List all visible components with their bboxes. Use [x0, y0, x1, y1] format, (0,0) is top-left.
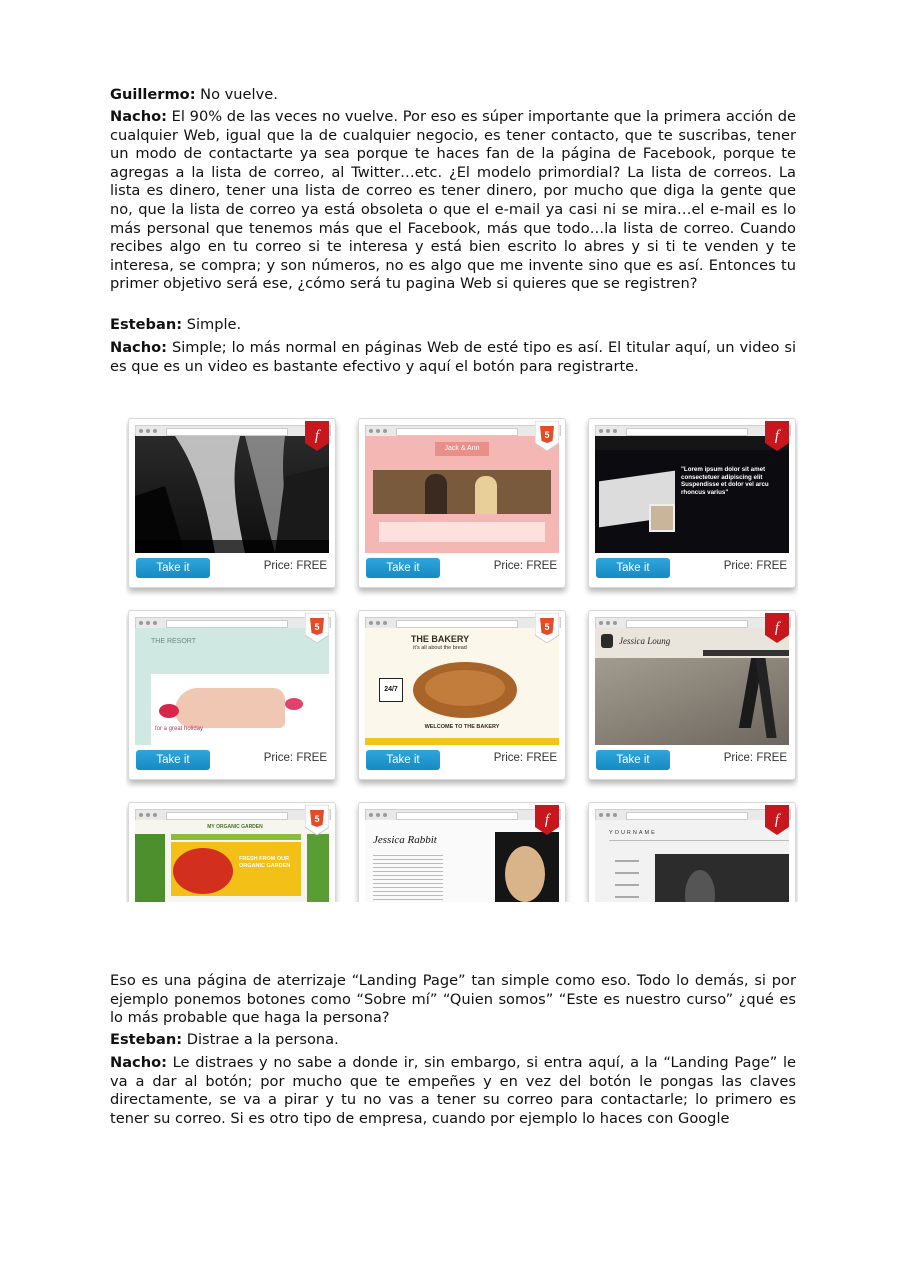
template-title: MY ORGANIC GARDEN	[207, 824, 263, 830]
template-gallery-image	[126, 416, 798, 902]
template-preview	[135, 820, 329, 902]
paragraph-nacho-3	[110, 1054, 796, 1128]
speaker-name: Esteban:	[110, 1031, 183, 1048]
paragraph-text: No vuelve.	[195, 86, 278, 103]
open-24-7-stamp: 24/7	[379, 678, 403, 702]
speaker-name: Nacho:	[110, 1054, 167, 1071]
template-title: Jessica Loung	[619, 636, 671, 646]
browser-chrome	[135, 617, 331, 628]
paragraph-nacho-2	[110, 339, 796, 376]
price-label: Price: FREE	[723, 560, 787, 572]
flash-badge-icon	[535, 805, 559, 835]
price-label: Price: FREE	[493, 560, 557, 572]
paragraph-esteban-1	[110, 316, 796, 335]
flash-badge-icon	[765, 613, 789, 643]
template-preview	[365, 628, 559, 745]
template-preview	[135, 628, 329, 745]
template-card	[358, 802, 566, 902]
paragraph-text: El 90% de las veces no vuelve. Por eso es súper importante que la primera acción de cualquier Web, igual que la de cualquier negocio, es tener contacto, que te suscribas, tener un modo de contactarte ya sea porque te haces fan de la página de Facebook, porque te agregas a la lista de correo, al Twitter…etc. ¿El modelo primordial? La lista de correos. La lista es dinero, tener una lista de correo es tener dinero, por mucho que diga la gente que no, que la lista de correo ya está obsoleta o que el e-mail ya casi ni se mira…el e-mail es lo más personal que tenemos más que el Facebook, más que todo…la lista de correo. Cuando recibes algo en tu correo si te interesa y está bien escrito lo abres y si ti te venden y te interesa, se compra; y son números, no es algo que me invente sino que es así. Entonces tu primer objetivo será ese, ¿cómo será tu pagina Web si quieres que se registren?	[110, 108, 796, 293]
take-it-button[interactable]: Take it	[596, 558, 670, 578]
template-card	[588, 418, 796, 588]
take-it-button[interactable]: Take it	[596, 750, 670, 770]
paragraph-esteban-2	[110, 1031, 796, 1050]
template-title: Jessica Rabbit	[373, 834, 437, 846]
template-title: Jack & Ann	[435, 442, 489, 456]
svg-text:f: f	[544, 812, 550, 828]
template-footer: WELCOME TO THE BAKERY	[424, 724, 500, 730]
browser-chrome	[595, 809, 791, 820]
take-it-button[interactable]: Take it	[366, 558, 440, 578]
price-label: Price: FREE	[723, 752, 787, 764]
html5-badge-icon	[305, 805, 329, 835]
speaker-name: Esteban:	[110, 316, 183, 333]
template-preview	[135, 436, 329, 553]
speaker-name: Nacho:	[110, 339, 167, 356]
template-card	[358, 418, 566, 588]
paragraph-text: Distrae a la persona.	[182, 1031, 339, 1048]
template-card	[588, 610, 796, 780]
template-preview	[595, 820, 789, 902]
template-title: THE BAKERY	[410, 634, 470, 644]
browser-chrome	[595, 425, 791, 436]
flash-badge-icon	[765, 421, 789, 451]
svg-text:f: f	[774, 812, 780, 828]
price-label: Price: FREE	[263, 560, 327, 572]
browser-chrome	[365, 617, 561, 628]
template-card	[128, 802, 336, 902]
template-card	[128, 418, 336, 588]
html5-badge-icon	[535, 421, 559, 451]
take-it-button[interactable]: Take it	[366, 750, 440, 770]
price-label: Price: FREE	[493, 752, 557, 764]
svg-text:5: 5	[544, 622, 550, 632]
browser-chrome	[135, 809, 331, 820]
browser-chrome	[365, 809, 561, 820]
paragraph-text: Eso es una página de aterrizaje “Landing Page” tan simple como eso. Todo lo demás, si por ejemplo ponemos botones como “Sobre mí” “Quien somos” “Este es nuestro curso” ¿qué es lo más probable que haga la persona?	[110, 972, 796, 1027]
svg-text:f: f	[774, 428, 780, 444]
template-title: YOURNAME	[609, 830, 657, 836]
template-subtitle: it's all about the bread	[413, 645, 467, 651]
template-preview	[365, 436, 559, 553]
svg-text:5: 5	[314, 814, 320, 824]
template-card	[358, 610, 566, 780]
speaker-name: Guillermo:	[110, 86, 196, 103]
browser-chrome	[365, 425, 561, 436]
svg-text:5: 5	[314, 622, 320, 632]
template-preview	[365, 820, 559, 902]
svg-text:f: f	[314, 428, 320, 444]
template-quote: "Lorem ipsum dolor sit amet consectetuer adipiscing elit Suspendisse et dolor vel arcu rhoncus varius"	[681, 466, 769, 496]
paragraph-text: Simple.	[182, 316, 242, 333]
template-card	[128, 610, 336, 780]
take-it-button[interactable]: Take it	[136, 558, 210, 578]
svg-text:f: f	[774, 620, 780, 636]
price-label: Price: FREE	[263, 752, 327, 764]
template-preview	[595, 628, 789, 745]
template-title: THE RESORT	[151, 638, 196, 645]
paragraph-nacho-1	[110, 108, 796, 294]
html5-badge-icon	[535, 613, 559, 643]
template-preview	[595, 436, 789, 553]
paragraph-guillermo-1	[110, 86, 796, 105]
paragraph-body-1	[110, 972, 796, 1028]
template-banner: FRESH FROM OUR ORGANIC GARDEN	[239, 856, 291, 869]
template-caption: for a great holiday	[155, 726, 204, 732]
html5-badge-icon	[305, 613, 329, 643]
template-card	[588, 802, 796, 902]
browser-chrome	[135, 425, 331, 436]
browser-chrome	[595, 617, 791, 628]
flash-badge-icon	[765, 805, 789, 835]
take-it-button[interactable]: Take it	[136, 750, 210, 770]
paragraph-text: Simple; lo más normal en páginas Web de esté tipo es así. El titular aquí, un video si es que es un video es bastante efectivo y aquí el botón para registrarte.	[110, 339, 796, 375]
flash-badge-icon	[305, 421, 329, 451]
svg-text:5: 5	[544, 430, 550, 440]
paragraph-text: Le distraes y no sabe a donde ir, sin embargo, si entra aquí, a la “Landing Page” le va a dar al botón; por mucho que te empeñes y en vez del botón le pongas las claves directamente, se va a pirar y tu no vas a tener su correo para contactarle; lo primero es tener su correo. Si es otro tipo de empresa, cuando por ejemplo lo haces con Google	[110, 1054, 796, 1127]
speaker-name: Nacho:	[110, 108, 167, 125]
